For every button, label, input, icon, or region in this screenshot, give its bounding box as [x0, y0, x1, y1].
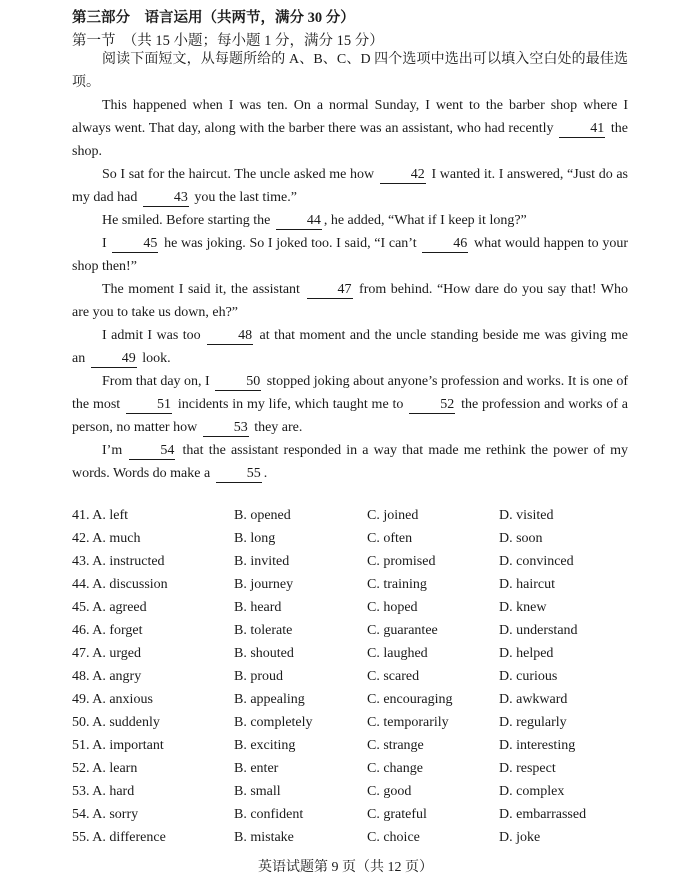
option-b: B. invited — [234, 554, 290, 569]
option-a — [72, 577, 168, 593]
passage-text: you the last time.” — [190, 190, 297, 205]
blank-51: 51 — [126, 397, 172, 414]
option-b: B. appealing — [234, 692, 305, 707]
option-d: D. soon — [499, 531, 543, 546]
question-row — [72, 646, 652, 669]
question-row — [72, 692, 652, 715]
option-c: C. joined — [367, 508, 419, 523]
passage-text: , he added, “What if I keep it long?” — [323, 213, 527, 228]
question-number: 50. — [72, 715, 90, 730]
blank-52: 52 — [409, 397, 455, 414]
option-c: C. strange — [367, 738, 424, 753]
question-row — [72, 531, 652, 554]
option-b: B. heard — [234, 600, 282, 615]
option-a-text: A. important — [92, 738, 164, 753]
passage-text: the profession and works of a person, no matter how — [72, 397, 628, 435]
subsection-title: 第一节 （共 15 小题；每小题 1 分，满分 15 分） — [72, 33, 384, 49]
question-row — [72, 623, 652, 646]
question-row — [72, 807, 652, 830]
blank-50: 50 — [215, 374, 261, 391]
passage-paragraph — [72, 94, 628, 163]
option-a-text: A. much — [92, 531, 141, 546]
option-d: D. understand — [499, 623, 578, 638]
option-c: C. often — [367, 531, 413, 546]
passage-body — [72, 94, 628, 485]
option-a-text: A. learn — [92, 761, 138, 776]
passage-text: at that moment and the uncle standing beside me was giving me an — [72, 328, 628, 366]
option-d: D. embarrassed — [499, 807, 587, 822]
question-number: 52. — [72, 761, 90, 776]
question-number: 41. — [72, 508, 90, 523]
option-d: D. convinced — [499, 554, 574, 569]
question-number: 43. — [72, 554, 90, 569]
option-a — [72, 807, 138, 823]
option-b: B. journey — [234, 577, 294, 592]
question-number: 47. — [72, 646, 90, 661]
option-b: B. opened — [234, 508, 291, 523]
option-d: D. awkward — [499, 692, 568, 707]
option-d: D. visited — [499, 508, 554, 523]
option-a — [72, 669, 141, 685]
option-d: D. regularly — [499, 715, 567, 730]
question-number: 55. — [72, 830, 90, 845]
passage-text: the shop. — [72, 121, 628, 159]
question-row — [72, 830, 652, 853]
option-a-text: A. angry — [92, 669, 142, 684]
options-table — [72, 508, 652, 853]
option-c: C. temporarily — [367, 715, 449, 730]
option-d: D. helped — [499, 646, 554, 661]
passage-text: So I sat for the haircut. The uncle asked me how — [102, 167, 378, 182]
passage-text: This happened when I was ten. On a normal Sunday, I went to the barber shop where I always went. That day, along with the barber there was an assistant, who had recently — [72, 98, 628, 136]
passage-paragraph — [72, 324, 628, 370]
passage-text: He smiled. Before starting the — [102, 213, 274, 228]
question-number: 51. — [72, 738, 90, 753]
option-b: B. mistake — [234, 830, 294, 845]
question-row — [72, 738, 652, 761]
option-a — [72, 692, 153, 708]
passage-text: stopped joking about anyone’s profession and works. It is one of the most — [72, 374, 628, 412]
option-c: C. hoped — [367, 600, 418, 615]
option-c: C. laughed — [367, 646, 428, 661]
question-number: 53. — [72, 784, 90, 799]
option-c: C. encouraging — [367, 692, 453, 707]
option-b: B. long — [234, 531, 276, 546]
option-c: C. guarantee — [367, 623, 438, 638]
option-a-text: A. left — [92, 508, 128, 523]
question-row — [72, 508, 652, 531]
option-a-text: A. sorry — [92, 807, 139, 822]
passage-text: incidents in my life, which taught me to — [174, 397, 408, 412]
option-c: C. change — [367, 761, 423, 776]
passage-paragraph — [72, 163, 628, 209]
passage — [72, 48, 628, 485]
passage-text: I — [102, 236, 111, 251]
blank-53: 53 — [203, 420, 249, 437]
option-a-text: A. difference — [92, 830, 166, 845]
blank-47: 47 — [307, 282, 353, 299]
option-d: D. knew — [499, 600, 547, 615]
passage-text: I’m — [102, 443, 128, 458]
option-d: D. interesting — [499, 738, 576, 753]
blank-44: 44 — [276, 213, 322, 230]
option-b: B. enter — [234, 761, 279, 776]
blank-42: 42 — [380, 167, 426, 184]
blank-49: 49 — [91, 351, 137, 368]
question-number: 48. — [72, 669, 90, 684]
option-c: C. promised — [367, 554, 436, 569]
option-c: C. scared — [367, 669, 420, 684]
option-a-text: A. anxious — [92, 692, 153, 707]
question-number: 54. — [72, 807, 90, 822]
passage-text: that the assistant responded in a way that made me rethink the power of my words. Words do make a — [72, 443, 628, 481]
option-a — [72, 623, 143, 639]
option-b: B. small — [234, 784, 281, 799]
option-a-text: A. forget — [92, 623, 143, 638]
option-a-text: A. instructed — [92, 554, 165, 569]
option-a-text: A. suddenly — [92, 715, 160, 730]
question-row — [72, 669, 652, 692]
option-a-text: A. discussion — [92, 577, 168, 592]
option-a — [72, 784, 134, 800]
option-d: D. complex — [499, 784, 565, 799]
option-a-text: A. urged — [92, 646, 141, 661]
page-footer: 英语试题第 9 页（共 12 页） — [258, 860, 433, 875]
option-b: B. tolerate — [234, 623, 293, 638]
question-number: 45. — [72, 600, 90, 615]
option-d: D. curious — [499, 669, 558, 684]
option-b: B. shouted — [234, 646, 294, 661]
blank-48: 48 — [207, 328, 253, 345]
option-b: B. confident — [234, 807, 304, 822]
question-number: 49. — [72, 692, 90, 707]
question-row — [72, 577, 652, 600]
option-a — [72, 738, 164, 754]
question-number: 46. — [72, 623, 90, 638]
section-title: 第三部分 语言运用（共两节，满分 30 分） — [72, 10, 355, 26]
passage-text: The moment I said it, the assistant — [102, 282, 305, 297]
question-row — [72, 715, 652, 738]
option-d: D. joke — [499, 830, 541, 845]
question-row — [72, 600, 652, 623]
option-d: D. respect — [499, 761, 556, 776]
option-a — [72, 531, 140, 547]
option-a — [72, 715, 160, 731]
option-a — [72, 508, 128, 524]
passage-text: From that day on, I — [102, 374, 214, 389]
option-c: C. choice — [367, 830, 420, 845]
option-a-text: A. hard — [92, 784, 135, 799]
option-c: C. good — [367, 784, 412, 799]
passage-paragraph — [72, 278, 628, 324]
passage-text: he was joking. So I joked too. I said, “I can’t — [160, 236, 421, 251]
passage-text: they are. — [250, 420, 303, 435]
question-row — [72, 761, 652, 784]
option-a — [72, 554, 165, 570]
question-number: 44. — [72, 577, 90, 592]
passage-paragraph — [72, 370, 628, 439]
option-b: B. completely — [234, 715, 313, 730]
blank-55: 55 — [216, 466, 262, 483]
option-b: B. proud — [234, 669, 283, 684]
option-a — [72, 830, 166, 846]
option-a — [72, 761, 137, 777]
option-b: B. exciting — [234, 738, 296, 753]
question-number: 42. — [72, 531, 90, 546]
option-d: D. haircut — [499, 577, 555, 592]
option-a — [72, 646, 141, 662]
blank-43: 43 — [143, 190, 189, 207]
option-c: C. grateful — [367, 807, 427, 822]
blank-41: 41 — [559, 121, 605, 138]
blank-54: 54 — [129, 443, 175, 460]
option-a-text: A. agreed — [92, 600, 147, 615]
option-a — [72, 600, 147, 616]
passage-paragraph — [72, 209, 628, 232]
question-row — [72, 554, 652, 577]
instructions: 阅读下面短文，从每题所给的 A、B、C、D 四个选项中选出可以填入空白处的最佳选项。 — [72, 52, 628, 90]
passage-text: look. — [138, 351, 171, 366]
passage-text: . — [263, 466, 268, 481]
passage-paragraph — [72, 439, 628, 485]
passage-text: from behind. “How dare do you say that! Who are you to take us down, eh?” — [72, 282, 629, 320]
passage-text: I wanted it. I answered, “Just do as my dad had — [72, 167, 628, 205]
option-c: C. training — [367, 577, 427, 592]
passage-paragraph — [72, 232, 628, 278]
blank-45: 45 — [112, 236, 158, 253]
passage-text: I admit I was too — [102, 328, 206, 343]
question-row — [72, 784, 652, 807]
passage-text: what would happen to your shop then!” — [72, 236, 628, 274]
blank-46: 46 — [422, 236, 468, 253]
